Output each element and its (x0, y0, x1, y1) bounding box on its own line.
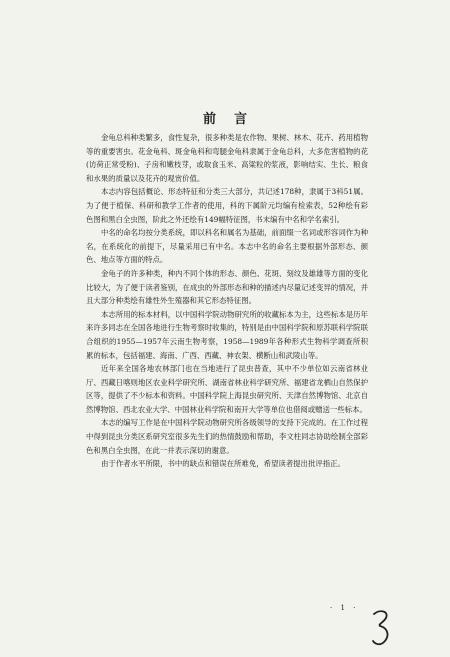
handwritten-mark-icon (370, 608, 392, 648)
page-title: 前言 (202, 112, 265, 127)
paragraph-1: 金龟总科种类繁多，食性复杂，很多种类是农作物、果树、林木、花卉、药用植物等的重要害虫。花金龟科、斑金龟科和弯腿金龟科隶属于金龟总科，大多危害植物的花(访荷正常受粉)、子房和嫩枝芽，或取食玉米、高粱粒的浆液，影响结实、生长、粮食和水果的质量以及花卉的观赏价值。 (86, 133, 368, 183)
paragraph-2: 本志内容包括概论、形态特征和分类三大部分，共记述178种，隶属于3科51属。为了便于植保、科研和教学工作者的使用，科的下属阶元均编有检索表，52种绘有彩色图和黑白全虫图，阶此之外还绘有149幅特征图，书末编有中名和学名索引。 (86, 187, 368, 224)
paragraph-3: 中名的命名均按分类系统，即以科名和属名为基础，前面缀一名词或形容词作为种名，在系统化的前提下，尽量采用已有中名。本志中名的命名主要根据外部形态、颜色、地点等方面的特点。 (86, 228, 368, 265)
preface-body (86, 131, 368, 471)
paragraph-8: 由于作者水平所限，书中的缺点和错误在所难免，希望读者提出批评指正。 (101, 459, 345, 469)
paragraph-7: 本志的编写工作是在中国科学院动物研究所各级领导的支持下完成的。在工作过程中得到昆虫分类区系研究室很多先生们的热情鼓励和帮助，李文柱同志协助绘制全部彩色和黑白全虫图，在此一并表示深切的谢意。 (86, 418, 368, 455)
page-number: · 1 · (330, 604, 359, 612)
paragraph-5: 本志所用的标本材料，以中国科学院动物研究所的收藏标本为主，这些标本是历年来许多同志在全国各地进行生物考察时收集的，特别是由中国科学院和原苏联科学院联合组织的1955—1957年云南生物考察，1958—1989年各种形式生物科学调查所积累的标本，包括福建、海南、广西、西藏、神农架、横断山和武陵山等。 (86, 309, 368, 360)
paragraph-6: 近年来全国各地农林部门也在当地进行了昆虫普查，其中不少单位如云南省林业厅、西藏日喀则地区农业科学研究所、湖南省林业科学研究所、福建省龙栖山自然保护区等，提供了不少标本和资料。中国科学院上海昆虫研究所、天津自然博物馆、北京自然博物馆、西北农业大学、中国林业科学院和南开大学等单位也借阅或赠送一些标本。 (86, 364, 368, 414)
paragraph-4: 金龟子的许多种类，种内不同个体的形态、颜色、花斑、刻纹及雄雄等方面的变化比较大，为了便于读者鉴别，在成虫的外部形态和种的描述内尽量记述变异的情况，并且大部分种类绘有雄性外生殖器和其它形态特征图。 (86, 268, 368, 306)
